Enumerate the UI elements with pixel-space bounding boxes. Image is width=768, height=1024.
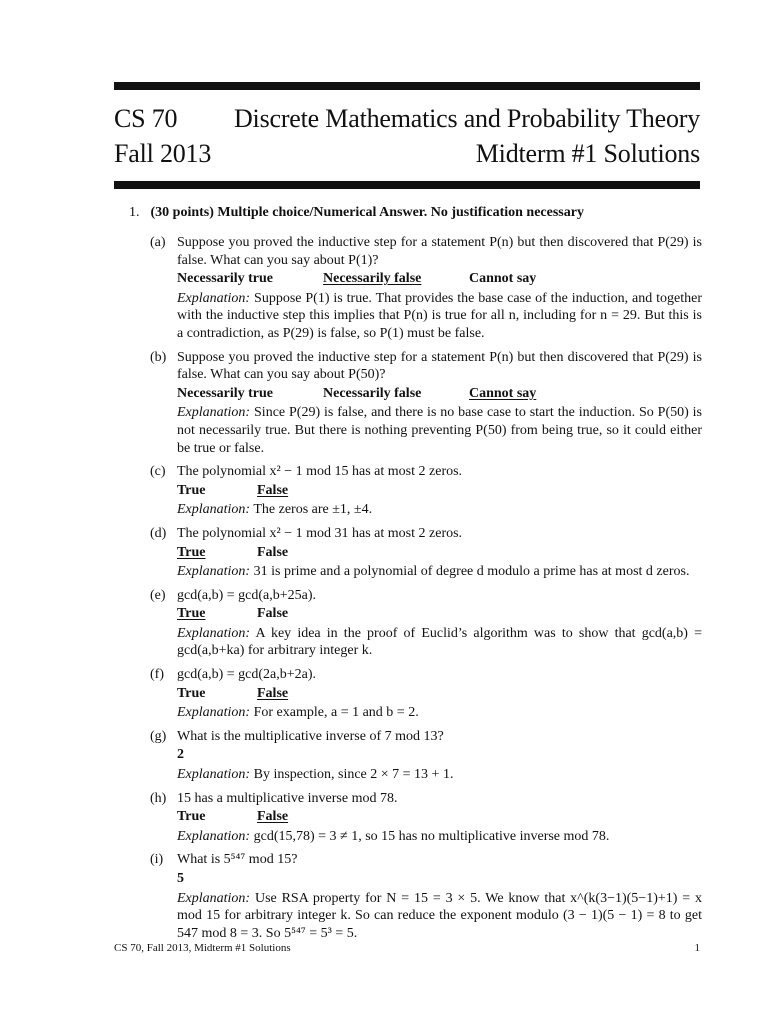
question-part xyxy=(150,463,702,519)
explanation xyxy=(177,625,702,660)
answer-choice: False xyxy=(257,606,289,622)
explanation-lead: Explanation: xyxy=(177,290,251,306)
course-term: Fall 2013 xyxy=(114,139,212,168)
explanation xyxy=(177,290,702,343)
explanation-lead: Explanation: xyxy=(177,405,251,421)
footer-text: CS 70, Fall 2013, Midterm #1 Solutions xyxy=(114,942,291,954)
explanation-lead: Explanation: xyxy=(177,502,251,518)
part-question: The polynomial x² − 1 mod 15 has at most 2 zeros. xyxy=(177,464,463,480)
answer-choice: Necessarily true xyxy=(177,385,274,401)
selected-choice: False xyxy=(257,809,289,825)
answer-choice: Necessarily true xyxy=(177,271,274,287)
page-footer xyxy=(114,942,700,954)
part-label: (a) xyxy=(150,235,166,250)
selected-choice: False xyxy=(257,482,289,498)
question-number: 1. xyxy=(129,205,140,220)
question-heading-text: (30 points) Multiple choice/Numerical Answer. No justification necessary xyxy=(150,205,584,220)
answer-choice: True xyxy=(177,809,206,825)
explanation-text: A key idea in the proof of Euclid’s algorithm was to show that gcd(a,b) = gcd(a,b+ka) for arbitrary integer k. xyxy=(177,625,702,659)
explanation-lead: Explanation: xyxy=(177,625,251,641)
part-label: (e) xyxy=(150,587,166,603)
part-question: gcd(a,b) = gcd(2a,b+2a). xyxy=(177,667,317,683)
explanation xyxy=(177,828,702,846)
course-title: Discrete Mathematics and Probability Theory xyxy=(233,104,700,133)
question-part xyxy=(150,349,702,458)
answer-choice: Necessarily false xyxy=(323,385,422,401)
selected-choice: Cannot say xyxy=(469,385,537,401)
question-heading xyxy=(129,205,584,221)
selected-choice: Necessarily false xyxy=(323,271,422,287)
explanation xyxy=(177,766,702,784)
header-top-rule xyxy=(114,82,700,90)
explanation-text: gcd(15,78) = 3 ≠ 1, so 15 has no multiplicative inverse mod 78. xyxy=(253,828,610,844)
answer-choice: Cannot say xyxy=(469,271,537,287)
explanation-lead: Explanation: xyxy=(177,564,251,580)
selected-choice: True xyxy=(177,544,206,560)
explanation-text: By inspection, since 2 × 7 = 13 + 1. xyxy=(253,767,454,783)
question-part xyxy=(150,525,702,581)
header-bottom-rule xyxy=(114,181,700,189)
explanation-lead: Explanation: xyxy=(177,767,251,783)
question-parts xyxy=(150,234,702,948)
page-number: 1 xyxy=(694,942,700,954)
answer-choices xyxy=(177,685,702,703)
numerical-answer: 5 xyxy=(177,871,184,886)
question-part xyxy=(150,790,702,846)
answer-choice: True xyxy=(177,685,206,701)
part-question: 15 has a multiplicative inverse mod 78. xyxy=(177,790,398,806)
explanation xyxy=(177,704,702,722)
explanation-text: Suppose P(1) is true. That provides the base case of the induction, and together with the inductive step this implies that P(n) is true for all n, including for n = 29. But this is a contradiction, as P(29) is false, so P(1) must be false. xyxy=(177,290,702,341)
explanation-text: Use RSA property for N = 15 = 3 × 5. We know that x^(k(3−1)(5−1)+1) = x mod 15 for arbitrary integer k. So can reduce the exponent modulo (3 − 1)(5 − 1) = 8 to get 547 mod 8 = 3. So 5⁵⁴⁷ = 5³ = 5. xyxy=(177,890,702,941)
part-question: The polynomial x² − 1 mod 31 has at most 2 zeros. xyxy=(177,525,463,541)
question-part xyxy=(150,587,702,660)
answer-choices xyxy=(177,270,702,288)
document-subtitle: Midterm #1 Solutions xyxy=(475,139,700,168)
part-label: (d) xyxy=(150,525,167,541)
explanation xyxy=(177,563,702,581)
answer-choice: True xyxy=(177,482,206,498)
part-question: What is the multiplicative inverse of 7 mod 13? xyxy=(177,728,444,744)
explanation-text: Since P(29) is false, and there is no base case to start the induction. So P(50) is not necessarily true. But there is nothing preventing P(50) from being true, so it could either be true or false. xyxy=(177,405,703,456)
part-label: (b) xyxy=(150,349,167,365)
explanation-text: For example, a = 1 and b = 2. xyxy=(253,705,419,721)
question-part xyxy=(150,728,702,784)
question-part xyxy=(150,234,702,343)
explanation-text: The zeros are ±1, ±4. xyxy=(253,502,373,518)
selected-choice: True xyxy=(177,606,206,622)
part-label: (f) xyxy=(150,667,164,683)
part-question: gcd(a,b) = gcd(a,b+25a). xyxy=(177,587,317,603)
part-label: (h) xyxy=(150,790,167,806)
answer-choices xyxy=(177,605,702,623)
explanation xyxy=(177,890,702,943)
part-label: (g) xyxy=(150,728,167,744)
part-label: (c) xyxy=(150,464,166,480)
question-part xyxy=(150,851,702,942)
explanation xyxy=(177,404,702,457)
answer-choices xyxy=(177,482,702,500)
explanation-lead: Explanation: xyxy=(177,890,251,906)
answer-choices xyxy=(177,544,702,562)
answer-choices xyxy=(177,385,702,403)
explanation-lead: Explanation: xyxy=(177,828,251,844)
explanation-lead: Explanation: xyxy=(177,705,251,721)
question-part xyxy=(150,666,702,722)
explanation-text: 31 is prime and a polynomial of degree d modulo a prime has at most d zeros. xyxy=(253,564,690,580)
selected-choice: False xyxy=(257,685,289,701)
part-question: Suppose you proved the inductive step for a statement P(n) but then discovered that P(29) is false. What can you say about P(1)? xyxy=(177,235,702,268)
course-code: CS 70 xyxy=(114,104,178,133)
numerical-answer: 2 xyxy=(177,747,184,763)
explanation xyxy=(177,501,702,519)
answer-choices xyxy=(177,808,702,826)
part-label: (i) xyxy=(150,852,164,868)
part-question: What is 5⁵⁴⁷ mod 15? xyxy=(177,852,298,868)
part-question: Suppose you proved the inductive step for a statement P(n) but then discovered that P(29) is false. What can you say about P(50)? xyxy=(177,349,702,383)
answer-choice: False xyxy=(257,544,289,560)
